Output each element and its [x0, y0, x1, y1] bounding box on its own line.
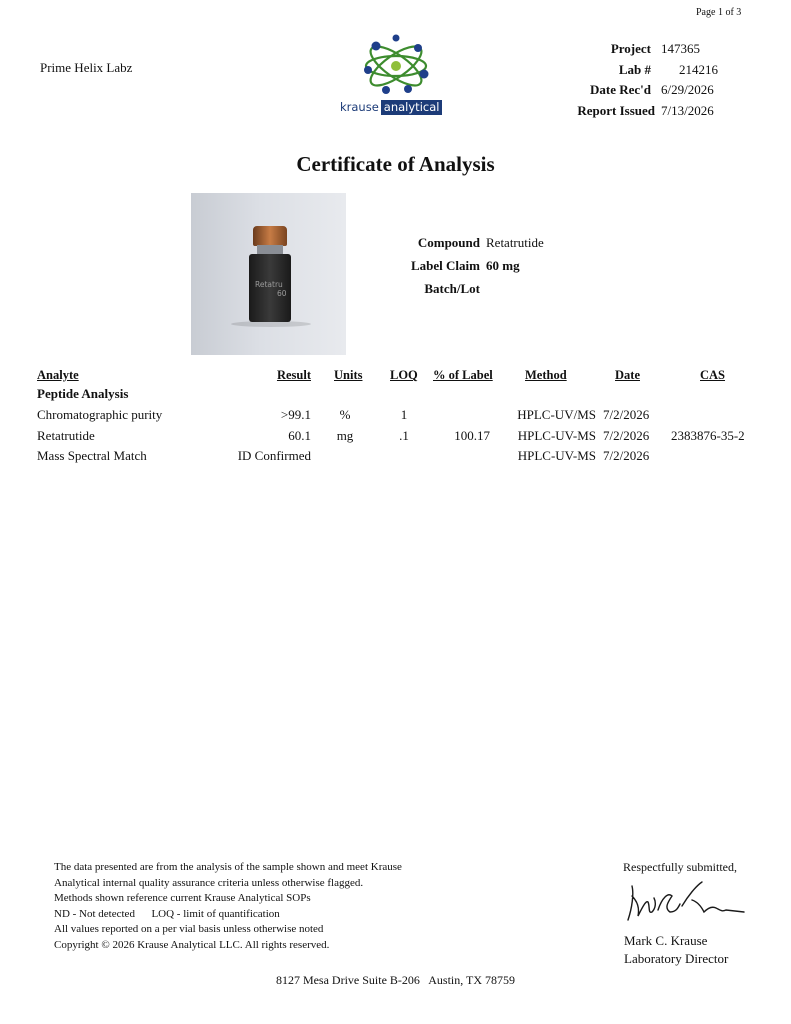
client-name: Prime Helix Labz	[40, 60, 133, 75]
note-line: ND - Not detected LOQ - limit of quantification	[54, 907, 280, 920]
vial-label-line1: Retatru	[255, 280, 283, 289]
meta-label-project: Project	[610, 41, 651, 56]
cell-cas: 2383876-35-2	[671, 428, 745, 443]
logo-word-analytical: analytical	[381, 100, 443, 115]
header-units: Units	[334, 368, 363, 382]
cell-result: 60.1	[288, 428, 311, 443]
sample-photo	[191, 193, 346, 355]
cell-result: ID Confirmed	[237, 448, 311, 463]
info-label-label-claim: Label Claim	[411, 258, 480, 273]
signer-title: Laboratory Director	[624, 951, 729, 966]
respectfully-submitted: Respectfully submitted,	[623, 860, 737, 874]
cell-analyte: Chromatographic purity	[37, 407, 163, 422]
cell-analyte: Retatrutide	[37, 428, 95, 443]
vial-cap	[253, 226, 287, 246]
signer-block	[624, 932, 728, 968]
header-date: Date	[615, 368, 640, 382]
cell-loq: .1	[399, 428, 409, 443]
cell-date: 7/2/2026	[603, 448, 650, 463]
atom-icon	[360, 34, 432, 100]
cell-units: mg	[336, 428, 354, 443]
header-loq: LOQ	[390, 368, 418, 382]
cell-date: 7/2/2026	[603, 407, 650, 422]
page-number: Page 1 of 3	[696, 7, 742, 18]
meta-value-date-received: 6/29/2026	[661, 82, 714, 97]
company-logo	[338, 34, 454, 120]
meta-label-date-received: Date Rec'd	[589, 82, 651, 97]
cell-method: HPLC-UV-MS	[517, 428, 596, 443]
header-result: Result	[276, 368, 311, 382]
cell-pct-label: 100.17	[454, 428, 490, 443]
cell-method: HPLC-UV-MS	[517, 448, 596, 463]
note-line: Copyright © 2026 Krause Analytical LLC. All rights reserved.	[54, 938, 330, 951]
cell-method: HPLC-UV/MS	[517, 407, 596, 422]
vial-label-line2: 60	[277, 289, 287, 298]
signer-name: Mark C. Krause	[624, 933, 708, 948]
meta-value-lab: 214216	[679, 62, 718, 77]
signature-image	[618, 872, 750, 933]
lab-address: 8127 Mesa Drive Suite B-206 Austin, TX 78759	[275, 973, 516, 987]
meta-value-report-issued: 7/13/2026	[661, 103, 714, 118]
cell-result: >99.1	[280, 407, 311, 422]
cell-analyte: Mass Spectral Match	[37, 448, 147, 463]
header-pct-label: % of Label	[433, 368, 493, 382]
section-title: Peptide Analysis	[37, 386, 129, 401]
info-value-compound: Retatrutide	[486, 235, 544, 250]
logo-word-krause: krause	[340, 100, 379, 114]
note-line: Analytical internal quality assurance criteria unless otherwise flagged.	[54, 876, 364, 889]
cell-date: 7/2/2026	[603, 428, 650, 443]
header-method: Method	[525, 368, 567, 382]
cell-units: %	[339, 407, 351, 422]
cell-loq: 1	[400, 407, 408, 422]
info-value-label-claim: 60 mg	[486, 258, 520, 273]
note-line: The data presented are from the analysis of the sample shown and meet Krause	[54, 861, 402, 873]
info-label-compound: Compound	[417, 235, 480, 250]
header-cas: CAS	[700, 368, 726, 382]
note-line: All values reported on a per vial basis unless otherwise noted	[54, 923, 324, 935]
footer-notes	[54, 860, 402, 953]
page-title: Certificate of Analysis	[296, 152, 495, 176]
meta-value-project: 147365	[661, 41, 700, 56]
note-line: Methods shown reference current Krause Analytical SOPs	[54, 892, 311, 904]
logo-wordmark	[340, 100, 442, 114]
vial-label	[255, 280, 287, 298]
meta-label-report-issued: Report Issued	[577, 103, 655, 118]
meta-label-lab: Lab #	[618, 62, 651, 77]
vial-body	[249, 254, 291, 322]
info-label-batch-lot: Batch/Lot	[424, 281, 480, 296]
header-analyte: Analyte	[37, 368, 79, 382]
